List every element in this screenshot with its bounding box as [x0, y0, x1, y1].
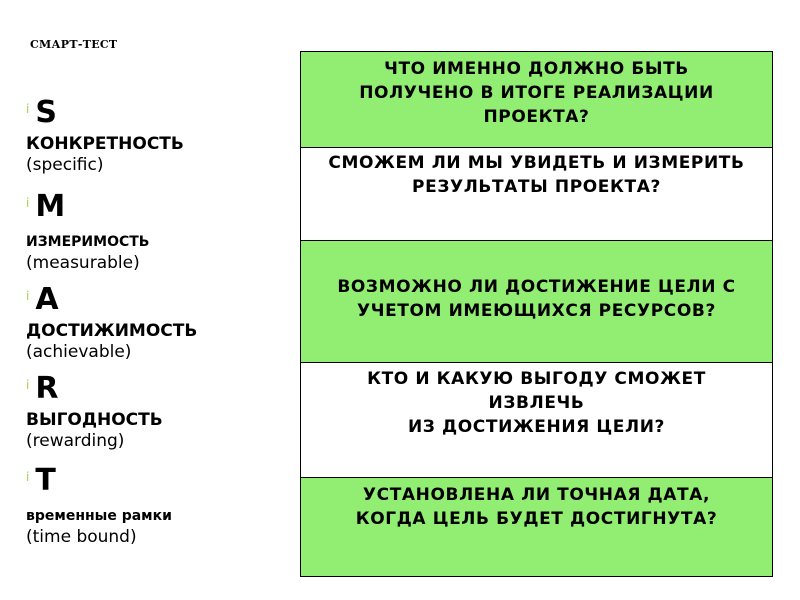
question-text: ЧТО ИМЕННО ДОЛЖНО БЫТЬ ПОЛУЧЕНО В ИТОГЕ РЕАЛИЗАЦИИ ПРОЕКТА? [359, 59, 714, 127]
criterion-english: (time bound) [26, 527, 137, 547]
slide-title: СМАРТ-ТЕСТ [30, 38, 118, 51]
criterion-english: (rewarding) [26, 431, 125, 451]
criterion-a [26, 282, 198, 363]
question-text: КТО И КАКУЮ ВЫГОДУ СМОЖЕТ ИЗВЛЕЧЬ ИЗ ДОСТИЖЕНИЯ ЦЕЛИ? [367, 369, 706, 437]
criterion-english: (specific) [26, 155, 104, 175]
criterion-letter: S [35, 95, 57, 130]
criterion-english: (achievable) [26, 342, 132, 362]
criterion-term: ИЗМЕРИМОСТЬ [26, 234, 150, 250]
question-row [301, 363, 772, 478]
bullet-icon: ⅰ [26, 470, 30, 484]
criterion-term: КОНКРЕТНОСТЬ [26, 134, 184, 154]
question-row [301, 52, 772, 148]
criterion-letter: T [35, 463, 56, 498]
criterion-r [26, 371, 163, 452]
question-row [301, 148, 772, 241]
questions-table [300, 51, 773, 577]
criterion-t [26, 463, 172, 548]
bullet-icon: ⅰ [26, 102, 30, 116]
criterion-term: временные рамки [26, 508, 172, 524]
criterion-letter: R [35, 371, 59, 406]
question-text: УСТАНОВЛЕНА ЛИ ТОЧНАЯ ДАТА, КОГДА ЦЕЛЬ БУДЕТ ДОСТИГНУТА? [355, 485, 718, 529]
question-text: СМОЖЕМ ЛИ МЫ УВИДЕТЬ И ИЗМЕРИТЬ РЕЗУЛЬТАТЫ ПРОЕКТА? [328, 153, 745, 197]
criterion-letter: M [35, 189, 66, 224]
question-row [301, 241, 772, 363]
criterion-term: ВЫГОДНОСТЬ [26, 410, 163, 430]
criterion-english: (measurable) [26, 253, 140, 273]
criterion-m [26, 189, 150, 274]
criterion-term: ДОСТИЖИМОСТЬ [26, 321, 198, 341]
bullet-icon: ⅰ [26, 196, 30, 210]
bullet-icon: ⅰ [26, 289, 30, 303]
criterion-letter: A [35, 282, 59, 317]
question-text: ВОЗМОЖНО ЛИ ДОСТИЖЕНИЕ ЦЕЛИ С УЧЕТОМ ИМЕЮЩИХСЯ РЕСУРСОВ? [337, 277, 736, 321]
criterion-s [26, 95, 184, 176]
question-row [301, 478, 772, 576]
bullet-icon: ⅰ [26, 378, 30, 392]
